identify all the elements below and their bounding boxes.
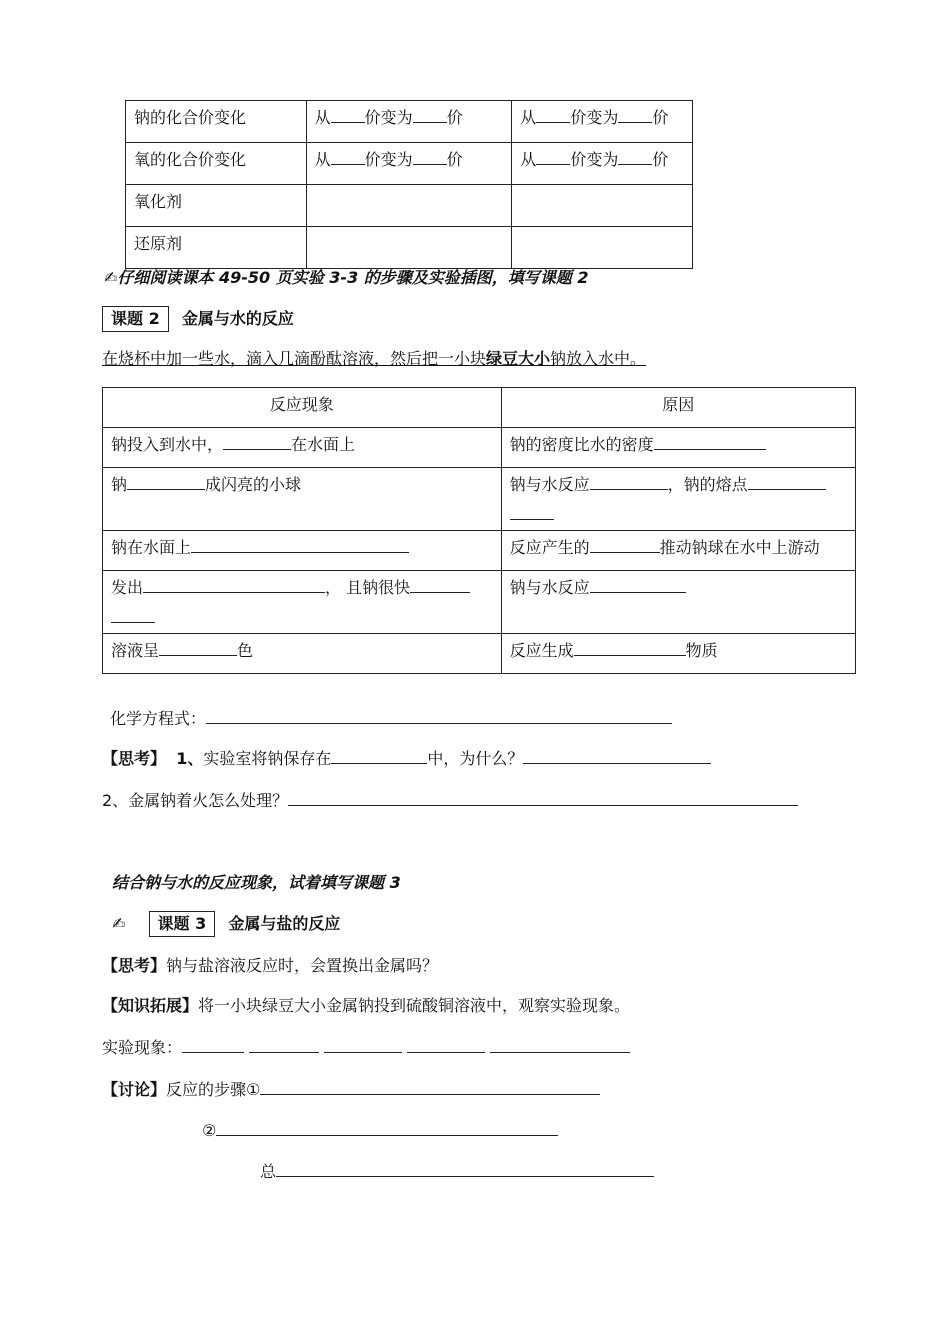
row-label: 氧化剂 [126, 185, 307, 227]
valence-cell: 从 价变为 价 [306, 143, 512, 185]
reason-cell: 钠与水反应 [501, 571, 855, 634]
table-row [126, 227, 693, 269]
phenomenon-line [102, 1034, 630, 1060]
answer-blank[interactable] [490, 1034, 630, 1053]
instruction-reading: ✍仔细阅读课本 49-50 页实验 3-3 的步骤及实验插图，填写课题 2 [104, 268, 589, 287]
topic-tag: 课题 2 [102, 306, 169, 332]
reason-cell: 反应产生的 推动钠球在水中上游动 [501, 531, 855, 571]
table-row [126, 143, 693, 185]
table-row [103, 428, 856, 468]
answer-blank[interactable] [260, 1076, 600, 1095]
phenomenon-cell: 钠在水面上 [103, 531, 502, 571]
topic-tag: 课题 3 [149, 911, 216, 937]
table-row [103, 531, 856, 571]
row-label: 氧的化合价变化 [126, 143, 307, 185]
reason-cell: 钠的密度比水的密度 [501, 428, 855, 468]
instruction-topic-3: 结合钠与水的反应现象，试着填写课题 3 [112, 873, 401, 892]
discussion-step-2: ② [202, 1117, 558, 1143]
topic-3-heading [112, 911, 340, 937]
answer-blank[interactable] [249, 1034, 319, 1053]
equation-label: 化学方程式： [110, 709, 207, 728]
reaction-table [102, 387, 856, 674]
phenomenon-cell: 发出 ， 且钠很快 [103, 571, 502, 634]
valence-cell: 从 价变为 价 [512, 101, 693, 143]
discussion-total: 总 [260, 1158, 654, 1184]
equation-line [110, 705, 672, 731]
pen-icon: ✍ [112, 914, 126, 933]
column-header: 原因 [501, 388, 855, 428]
row-label: 钠的化合价变化 [126, 101, 307, 143]
column-header: 反应现象 [103, 388, 502, 428]
answer-blank[interactable] [276, 1158, 654, 1177]
answer-cell[interactable] [306, 227, 512, 269]
table-row [126, 185, 693, 227]
phenomenon-label: 实验现象： [102, 1038, 183, 1057]
phenomenon-cell: 溶液呈 色 [103, 634, 502, 674]
table-row [126, 101, 693, 143]
pen-icon: ✍ [104, 268, 118, 287]
answer-cell[interactable] [512, 227, 693, 269]
valence-cell: 从 价变为 价 [512, 143, 693, 185]
answer-cell[interactable] [512, 185, 693, 227]
procedure-text: 在烧杯中加一些水，滴入几滴酚酞溶液，然后把一小块绿豆大小钠放入水中。 [102, 349, 647, 368]
discussion-step-1: 【讨论】反应的步骤① [102, 1076, 600, 1102]
topic-title: 金属与水的反应 [181, 309, 294, 328]
knowledge-expansion: 【知识拓展】将一小块绿豆大小金属钠投到硫酸铜溶液中，观察实验现象。 [102, 996, 631, 1015]
answer-blank[interactable] [407, 1034, 485, 1053]
answer-blank[interactable] [182, 1034, 244, 1053]
equation-blank[interactable] [206, 705, 672, 724]
table-row [103, 468, 856, 531]
table-row [103, 634, 856, 674]
reason-cell: 反应生成 物质 [501, 634, 855, 674]
phenomenon-cell: 钠 成闪亮的小球 [103, 468, 502, 531]
answer-blank[interactable] [324, 1034, 402, 1053]
answer-cell[interactable] [306, 185, 512, 227]
phenomenon-cell: 钠投入到水中， 在水面上 [103, 428, 502, 468]
topic-2-heading [102, 306, 294, 332]
reason-cell: 钠与水反应 ，钠的熔点 [501, 468, 855, 531]
answer-blank[interactable] [288, 787, 798, 806]
answer-blank[interactable] [523, 745, 711, 764]
row-label: 还原剂 [126, 227, 307, 269]
valence-table [125, 100, 693, 269]
table-header-row [103, 388, 856, 428]
answer-blank[interactable] [216, 1117, 558, 1136]
table-row [103, 571, 856, 634]
topic-title: 金属与盐的反应 [228, 914, 341, 933]
think-question-3: 【思考】钠与盐溶液反应时，会置换出金属吗？ [102, 956, 439, 975]
think-question-2: 2、金属钠着火怎么处理？ [102, 787, 798, 813]
think-question-1: 【思考】 1、实验室将钠保存在 中，为什么？ [102, 745, 711, 771]
valence-cell: 从 价变为 价 [306, 101, 512, 143]
answer-blank[interactable] [331, 745, 427, 764]
